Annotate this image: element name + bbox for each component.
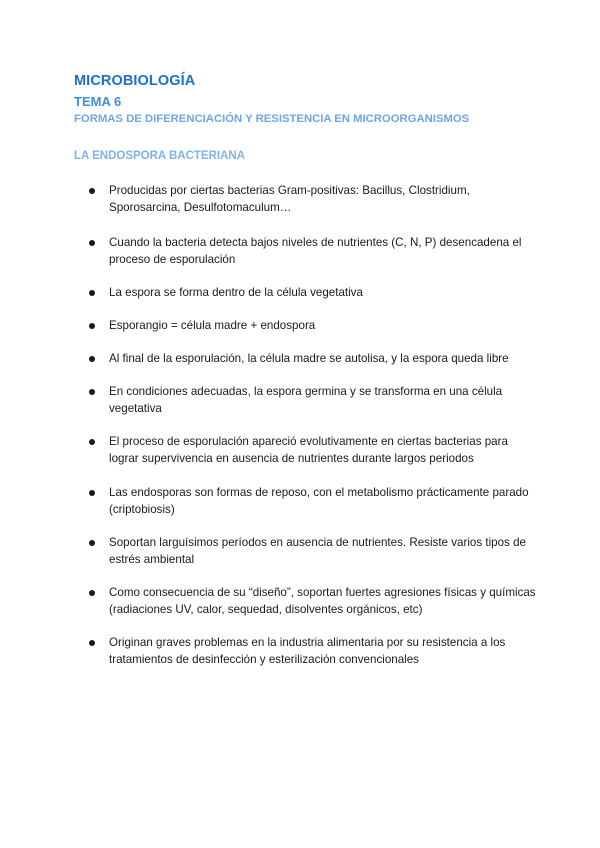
list-item-text: La espora se forma dentro de la célula vegetativa	[109, 286, 363, 299]
list-item-text: Originan graves problemas en la industria alimentaria por su resistencia a los tratamientos de desinfección y esterilización convencionales	[109, 636, 506, 666]
bullet-icon	[89, 356, 95, 362]
bullet-icon	[89, 240, 95, 246]
list-item	[109, 234, 539, 268]
bullet-icon	[89, 590, 95, 596]
list-item-text: El proceso de esporulación apareció evolutivamente en ciertas bacterias para lograr supervivencia en ausencia de nutrientes durante largos periodos	[109, 435, 508, 465]
subject-title: MICROBIOLOGÍA	[74, 73, 196, 89]
list-item	[109, 350, 539, 367]
list-item	[109, 284, 539, 301]
list-item	[109, 317, 539, 334]
bullet-icon	[89, 640, 95, 646]
list-item-text: Como consecuencia de su “diseño”, soportan fuertes agresiones físicas y químicas (radiaciones UV, calor, sequedad, disolventes orgánicos, etc)	[109, 586, 536, 616]
list-item-text: Al final de la esporulación, la célula madre se autolisa, y la espora queda libre	[109, 352, 509, 365]
bullet-icon	[89, 490, 95, 496]
list-item-text: Producidas por ciertas bacterias Gram-positivas: Bacillus, Clostridium, Sporosarcina, Desulfotomaculum…	[109, 184, 470, 214]
list-item	[109, 634, 539, 668]
bullet-icon	[89, 188, 95, 194]
tema-number: TEMA 6	[74, 94, 122, 109]
list-item	[109, 182, 539, 216]
list-item	[109, 534, 539, 568]
list-item	[109, 433, 539, 467]
list-item-text: En condiciones adecuadas, la espora germina y se transforma en una célula vegetativa	[109, 385, 503, 415]
bullet-icon	[89, 439, 95, 445]
list-item	[109, 383, 539, 417]
bullet-icon	[89, 540, 95, 546]
list-item-text: Soportan larguísimos períodos en ausencia de nutrientes. Resiste varios tipos de estrés ambiental	[109, 536, 526, 566]
bullet-icon	[89, 323, 95, 329]
tema-title: FORMAS DE DIFERENCIACIÓN Y RESISTENCIA EN MICROORGANISMOS	[74, 113, 470, 125]
list-item-text: Cuando la bacteria detecta bajos niveles de nutrientes (C, N, P) desencadena el proceso de esporulación	[109, 236, 522, 266]
list-item-text: Esporangio = célula madre + endospora	[109, 319, 316, 332]
bullet-icon	[89, 389, 95, 395]
list-item	[109, 484, 539, 518]
bullet-icon	[89, 290, 95, 296]
list-item-text: Las endosporas son formas de reposo, con el metabolismo prácticamente parado (criptobiosis)	[109, 486, 529, 516]
list-item	[109, 584, 539, 618]
section-title: LA ENDOSPORA BACTERIANA	[74, 150, 246, 162]
